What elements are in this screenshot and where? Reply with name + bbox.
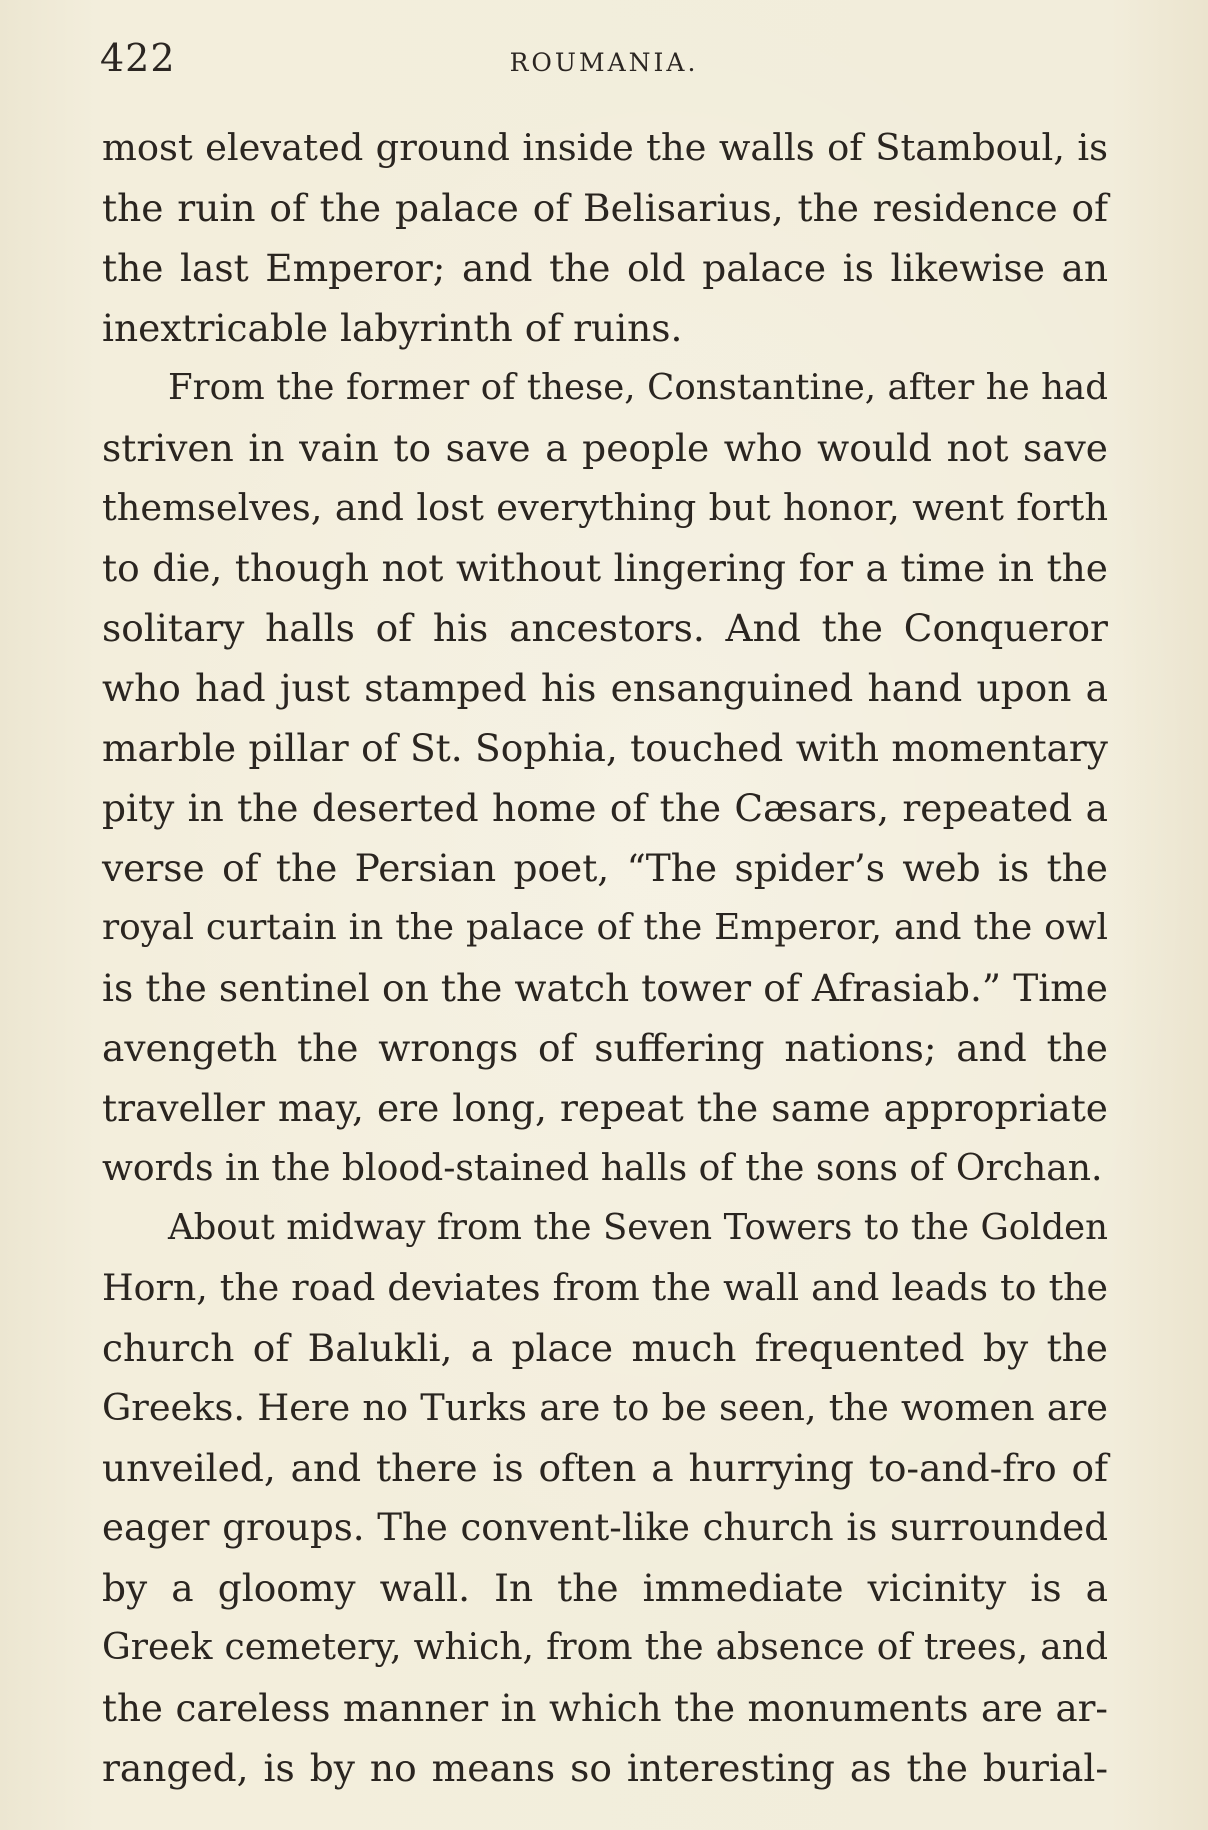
text-line: pity in the deserted home of the Cæsars, repeated a xyxy=(102,786,1108,830)
text-line: royal curtain in the palace of the Emperor, and the owl xyxy=(102,907,1108,948)
text-line: solitary halls of his ancestors. And the Conqueror xyxy=(102,606,1108,650)
text-line: striven in vain to save a people who would not save xyxy=(102,426,1108,470)
text-line: the last Emperor; and the old palace is likewise an xyxy=(102,246,1108,290)
text-line: inextricable labyrinth of ruins. xyxy=(102,306,683,350)
text-line: ranged, is by no means so interesting as the burial- xyxy=(102,1746,1108,1790)
text-line: Greek cemetery, which, from the absence of trees, and xyxy=(102,1627,1108,1668)
text-line: by a gloomy wall. In the immediate vicinity is a xyxy=(102,1566,1108,1610)
text-line: to die, though not without lingering for a time in the xyxy=(102,546,1108,590)
text-line: verse of the Persian poet, “The spider’s web is the xyxy=(102,846,1108,890)
paragraph xyxy=(102,118,1108,358)
text-line: eager groups. The convent-like church is surrounded xyxy=(102,1506,1108,1549)
text-line: traveller may, ere long, repeat the same appropriate xyxy=(102,1086,1108,1130)
running-head xyxy=(0,28,1208,88)
text-line: themselves, and lost everything but honor, went forth xyxy=(102,486,1108,529)
text-line: the careless manner in which the monuments are ar- xyxy=(102,1686,1108,1730)
text-line: church of Balukli, a place much frequented by the xyxy=(102,1326,1108,1370)
paragraph xyxy=(102,358,1108,1198)
text-line: most elevated ground inside the walls of Stamboul, is xyxy=(102,126,1108,169)
text-line: the ruin of the palace of Belisarius, the residence of xyxy=(102,186,1108,230)
text-line: is the sentinel on the watch tower of Afrasiab.” Time xyxy=(102,966,1108,1010)
body-text xyxy=(102,118,1108,1798)
text-line: About midway from the Seven Towers to the Golden xyxy=(168,1207,1108,1248)
text-line: Greeks. Here no Turks are to be seen, the women are xyxy=(102,1386,1108,1429)
text-line: avengeth the wrongs of suffering nations; and the xyxy=(102,1026,1108,1070)
text-line: unveiled, and there is often a hurrying to-and-fro of xyxy=(102,1446,1108,1490)
paragraph xyxy=(102,1198,1108,1798)
page-number: 422 xyxy=(100,36,176,80)
running-head-title: ROUMANIA. xyxy=(509,48,699,77)
text-line: words in the blood-stained halls of the sons of Orchan. xyxy=(102,1146,1103,1189)
text-line: who had just stamped his ensanguined hand upon a xyxy=(102,666,1108,710)
text-line: marble pillar of St. Sophia, touched with momentary xyxy=(102,726,1108,770)
text-line: Horn, the road deviates from the wall and leads to the xyxy=(102,1266,1108,1309)
text-line: From the former of these, Constantine, after he had xyxy=(168,367,1108,408)
